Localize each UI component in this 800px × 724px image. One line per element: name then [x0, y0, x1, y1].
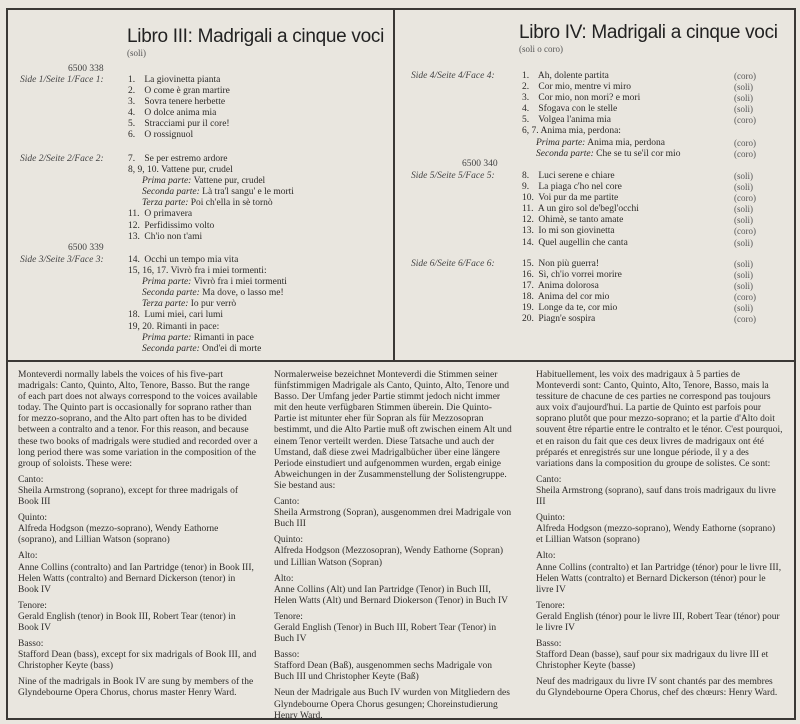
note-line: Monteverdi normally labels the voices of his five-part madrigals: Canto, Quinto, Alto, Tenore, Basso. But the range of each part does not always correspond to the voices available today. The Quinto part is occasionally for soprano rather than for mezzo-soprano, and the Alto part often has to be divided between a contralto and a tenor. For this reason, and because these two books of madrigals were studied and recorded over a long period there was some variation in the composition of the group of soloists. These were: — [18, 370, 258, 469]
track-number: 6, 7. — [522, 126, 539, 137]
side-label: Side 2/Seite 2/Face 2: — [20, 154, 104, 164]
track-number: 11. — [522, 204, 534, 215]
note-line: Basso: — [274, 650, 300, 661]
track-item — [128, 165, 294, 176]
note-paragraph — [536, 551, 784, 595]
track-item — [522, 71, 756, 82]
note-line: Nine of the madrigals in Book IV are sung by members of the Glyndebourne Opera Chorus, chorus master Henry Ward. — [18, 677, 254, 699]
part-label: Terza parte: — [142, 198, 189, 209]
note-line: Habituellement, les voix des madrigaux à 5 parties de Monteverdi sont: Canto, Quinto, Alto, Tenore, Basso, mais la tessiture de chacune de ces parties ne correspond pas toujours aux voix d'aujourd'hui. La partie de Quinto est parfois pour soprano plutôt que pour mezzo-soprano; et la partie d'Alto doit souvent être répartie entre le contralto et le ténor. C'est pourquoi, et en raison du fait que ces deux livres de madrigaux ont été préparés et enregistrés sur une longue période, il y a des variations dans la composition du groupe de solistes. Ce sont: — [536, 370, 783, 469]
note-line: Alfreda Hodgson (mezzo-soprano), Wendy Eathorne (soprano), and Lillian Watson (soprano) — [18, 524, 219, 546]
note-line: Tenore: — [18, 600, 47, 611]
note-line: Anne Collins (contralto) and Ian Partridge (tenor) in Book III, — [18, 562, 254, 573]
track-number: 4. — [128, 108, 136, 119]
note-line: Canto: — [274, 497, 300, 508]
track-title: Quel augellin che canta — [538, 237, 628, 248]
note-line: Sheila Armstrong (Sopran), ausgenommen drei Madrigale von Buch III — [274, 508, 512, 530]
note-line: Basso: — [18, 639, 44, 650]
column-divider — [393, 8, 395, 362]
track-title: O primavera — [144, 209, 193, 220]
track-number: 13. — [522, 226, 534, 237]
voicing-label: (soli) — [734, 237, 753, 248]
part-label: Seconda parte: — [536, 148, 594, 159]
voicing-label: (coro) — [734, 71, 756, 81]
track-item — [522, 115, 756, 126]
track-number: 3. — [128, 97, 136, 108]
track-item — [522, 193, 756, 204]
track-number: 5. — [128, 119, 136, 130]
part-label: Prima parte: — [142, 277, 192, 288]
track-number: 16. — [522, 270, 534, 281]
track-title: Vattene pur, crudel — [161, 165, 233, 176]
libro-iv-title: Libro IV: Madrigali a cinque voci — [519, 22, 778, 43]
note-line: Alto: — [18, 551, 38, 562]
track-title: Ah, dolente partita — [537, 71, 609, 81]
note-line: Stafford Dean (basse), sauf pour six madrigaux du livre III et Christopher Keyte (basse) — [536, 650, 769, 672]
note-line: Neuf des madrigaux du livre IV sont chantés par des membres du Glyndebourne Opera Chorus, chef des chœurs: Henry Ward. — [536, 677, 778, 699]
track-item — [128, 130, 230, 141]
track-list — [522, 259, 756, 326]
track-number: 6. — [128, 130, 136, 141]
section-divider — [6, 360, 796, 362]
notes-german — [274, 370, 514, 722]
track-item — [522, 259, 753, 270]
voicing-label: (coro) — [734, 115, 756, 126]
track-item — [128, 255, 287, 266]
voicing-label: (soli) — [734, 104, 753, 115]
track-item — [522, 126, 680, 137]
note-line: Alfreda Hodgson (mezzo-soprano), Wendy Eathorne (soprano) et Lillian Watson (soprano) — [536, 524, 776, 546]
track-number: 5. — [522, 115, 530, 126]
track-item — [522, 237, 753, 249]
note-paragraph — [536, 639, 784, 672]
track-part — [128, 277, 287, 288]
track-item — [128, 119, 230, 130]
track-title: Anima mia, perdona: — [540, 126, 621, 137]
track-part — [128, 299, 287, 310]
track-title: La piaga c'ho nel core — [538, 182, 622, 193]
note-line: Gerald English (tenor) in Book III, Robert Tear (tenor) in Book IV — [18, 611, 236, 633]
note-line: Tenore: — [536, 600, 565, 611]
track-number: 14. — [522, 237, 534, 248]
voicing-label: (soli) — [734, 204, 753, 215]
track-part — [128, 198, 294, 209]
track-item — [128, 232, 294, 243]
track-title: Anima mia, perdona — [587, 137, 666, 148]
note-paragraph — [536, 677, 784, 699]
track-title: Perfidissimo volto — [144, 220, 215, 231]
voicing-label: (coro) — [734, 193, 756, 204]
note-paragraph — [18, 677, 258, 699]
track-number: 4. — [522, 104, 530, 115]
voicing-label: (soli) — [734, 303, 753, 314]
note-line: Neun der Madrigale aus Buch IV wurden von Mitgliedern des Glyndebourne Opera Chorus gesungen; Choreinstudierung Henry Ward. — [274, 688, 510, 721]
note-paragraph — [536, 475, 784, 508]
note-paragraph — [274, 574, 514, 607]
part-label: Seconda parte: — [142, 187, 200, 198]
note-line: Normalerweise bezeichnet Monteverdi die Stimmen seiner fünfstimmigen Madrigale als Canto, Quinto, Alto, Tenore und Basso. Der Umfang jeder Partie stimmt jedoch nicht immer mit den heute verfügbaren Stimmen überein. Die Quinto-Partie ist mitunter eher für Sopran als für Mezzosopran bestimmt, und die Alto Partie muß oft zwischen einem Alt und einem Tenor verteilt werden. Diese Tatsache und auch der Umstand, daß diese zwei Madrigalbücher über eine längere Periode einstudiert und aufgenommen wurden, ergab einige Abweichungen in der Zusammenstellung der Solistengruppe. — [274, 370, 512, 480]
note-line: Sheila Armstrong (soprano), except for three madrigals of Book III — [18, 485, 239, 508]
note-paragraph — [274, 612, 514, 645]
note-line: Anne Collins (contralto) et Ian Partridge (ténor) pour le livre III, — [536, 562, 782, 573]
track-number: 9. — [522, 182, 530, 193]
track-item — [522, 82, 753, 93]
track-item — [522, 281, 753, 292]
track-title: La giovinetta pianta — [144, 75, 221, 85]
track-item — [128, 221, 294, 232]
note-paragraph — [274, 535, 514, 568]
track-number: 17. — [522, 281, 534, 292]
track-item — [128, 322, 287, 333]
note-line: Sie bestand aus: — [274, 480, 336, 491]
track-title: Stracciami pur il core! — [144, 119, 230, 130]
track-number: 19, 20. — [128, 321, 155, 332]
note-paragraph — [18, 475, 258, 508]
note-paragraph — [18, 601, 258, 634]
track-title: Anima del cor mio — [537, 292, 610, 303]
voicing-label: (soli) — [734, 93, 753, 104]
track-title: Cor mio, non mori? e mori — [538, 93, 641, 104]
note-line: Helen Watts (contralto) and Bernard Dickerson (tenor) in Book IV — [18, 573, 236, 595]
track-number: 2. — [128, 86, 136, 97]
note-line: Gerald English (ténor) pour le livre III, Robert Tear (ténor) pour le livre IV — [536, 611, 780, 633]
track-number: 12. — [128, 220, 140, 231]
track-item — [128, 97, 230, 108]
note-paragraph — [536, 601, 784, 634]
track-number: 1. — [128, 75, 136, 85]
note-line: Alto: — [536, 551, 556, 562]
note-paragraph — [18, 370, 258, 470]
track-item — [128, 209, 294, 220]
track-list — [128, 154, 294, 243]
track-list — [522, 71, 756, 160]
track-list — [128, 75, 230, 142]
note-paragraph — [274, 370, 514, 492]
voicing-label: (soli) — [734, 182, 753, 193]
track-item — [522, 93, 753, 104]
track-list — [522, 171, 756, 249]
voicing-label: (coro) — [734, 148, 756, 159]
track-title: Poi ch'ella in sè tornò — [190, 198, 273, 209]
side-label: Side 6/Seite 6/Face 6: — [411, 259, 495, 269]
voicing-label: (coro) — [734, 292, 756, 303]
note-line: Helen Watts (Alt) und Bernard Diokerson (Tenor) in Buch IV — [274, 595, 508, 606]
voicing-label: (soli) — [734, 270, 753, 281]
track-number: 2. — [522, 82, 530, 93]
track-title: Vattene pur, crudel — [193, 176, 266, 187]
track-item — [128, 86, 230, 97]
track-item — [128, 75, 230, 86]
note-line: Gerald English (Tenor) in Buch III, Robert Tear (Tenor) in Buch IV — [274, 622, 497, 645]
track-part — [128, 288, 287, 299]
note-line: Alfreda Hodgson (Mezzosopran), Wendy Eathorne (Sopran) und Lillian Watson (Sopran) — [274, 546, 504, 568]
track-number: 7. — [128, 154, 136, 164]
track-number: 13. — [128, 231, 140, 242]
track-title: Anima dolorosa — [537, 281, 599, 292]
notes-english — [18, 370, 258, 700]
track-number: 18. — [522, 292, 534, 303]
track-item — [522, 171, 753, 182]
track-title: Luci serene e chiare — [538, 171, 615, 181]
track-title: Occhi un tempo mia vita — [144, 255, 239, 265]
catalog-number: 6500 340 — [462, 159, 498, 169]
side-label: Side 1/Seite 1/Face 1: — [20, 75, 104, 85]
track-title: Ond'ei di morte — [202, 343, 262, 354]
voicing-label: (soli) — [734, 215, 753, 226]
track-title: Piagn'e sospira — [538, 314, 596, 325]
track-item — [128, 154, 294, 165]
track-item — [522, 292, 756, 303]
part-label: Prima parte: — [536, 137, 586, 148]
side-label: Side 3/Seite 3/Face 3: — [20, 255, 104, 265]
track-number: 15. — [522, 259, 534, 269]
side-label: Side 5/Seite 5/Face 5: — [411, 171, 495, 181]
track-title: Non più guerra! — [538, 259, 600, 269]
notes-french — [536, 370, 784, 700]
track-title: Rimanti in pace: — [156, 321, 220, 332]
track-part — [522, 148, 756, 160]
note-line: Alto: — [274, 573, 294, 584]
note-paragraph — [18, 639, 258, 672]
track-part — [128, 176, 294, 187]
track-number: 18. — [128, 310, 140, 321]
track-title: O come è gran martire — [144, 86, 230, 97]
track-item — [522, 215, 753, 226]
track-part — [128, 344, 287, 355]
track-title: Là tra'l sangu' e le morti — [202, 187, 294, 198]
track-number: 14. — [128, 255, 140, 265]
note-line: Quinto: — [18, 513, 48, 524]
note-line: Basso: — [536, 639, 562, 650]
part-label: Seconda parte: — [142, 343, 200, 354]
note-paragraph — [274, 650, 514, 683]
note-paragraph — [536, 370, 784, 470]
track-part — [128, 187, 294, 198]
side-label: Side 4/Seite 4/Face 4: — [411, 71, 495, 81]
note-line: Quinto: — [274, 535, 304, 546]
track-title: Vivrò fra i miei tormenti — [193, 277, 287, 288]
track-item — [522, 270, 753, 281]
part-label: Seconda parte: — [142, 288, 200, 299]
voicing-label: (soli) — [734, 171, 753, 181]
track-number: 15, 16, 17. — [128, 266, 169, 277]
note-line: Stafford Dean (Baß), ausgenommen sechs Madrigale von Buch III und Christopher Keyte (Baß) — [274, 661, 492, 683]
track-title: Ch'io non t'ami — [144, 231, 203, 242]
part-label: Terza parte: — [142, 299, 189, 310]
track-title: A un giro sol de'begl'occhi — [537, 204, 639, 215]
track-title: Sì, ch'io vorrei morire — [538, 270, 622, 281]
catalog-number: 6500 339 — [68, 243, 104, 253]
track-item — [128, 266, 287, 277]
track-item — [522, 303, 753, 314]
note-line: Sheila Armstrong (soprano), sauf dans trois madrigaux du livre III — [536, 485, 776, 508]
track-title: Vivrò fra i miei tormenti: — [170, 266, 267, 277]
note-line: Helen Watts (contralto) et Bernard Dickerson (ténor) pour le livre IV — [536, 573, 766, 595]
track-title: Lumi miei, cari lumi — [144, 310, 223, 321]
track-number: 8, 9, 10. — [128, 165, 159, 176]
track-item — [522, 314, 756, 325]
track-title: Io mi son giovinetta — [538, 226, 615, 237]
voicing-label: (soli) — [734, 82, 753, 93]
track-title: Sovra tenere herbette — [144, 97, 226, 108]
track-item — [522, 104, 753, 115]
note-line: Anne Collins (Alt) und Ian Partridge (Tenor) in Buch III, — [274, 584, 491, 595]
track-number: 11. — [128, 209, 140, 220]
track-title: O rossignuol — [144, 130, 194, 141]
track-title: Voi pur da me partite — [538, 193, 619, 204]
note-paragraph — [18, 551, 258, 595]
track-number: 10. — [522, 193, 534, 204]
note-paragraph — [274, 688, 514, 721]
note-paragraph — [274, 497, 514, 530]
note-line: Canto: — [536, 474, 562, 485]
track-title: Rimanti in pace — [193, 332, 254, 343]
track-title: Che se tu se'il cor mio — [596, 148, 681, 159]
track-title: Ohimè, se tanto amate — [538, 215, 624, 226]
track-title: Io pur verrò — [190, 299, 237, 310]
track-item — [128, 108, 230, 119]
track-part — [128, 333, 287, 344]
note-line: Tenore: — [274, 611, 303, 622]
track-number: 8. — [522, 171, 530, 181]
voicing-label: (coro) — [734, 226, 756, 237]
track-item — [522, 204, 753, 215]
track-title: O dolce anima mia — [144, 108, 217, 119]
track-title: Sfogava con le stelle — [538, 104, 618, 115]
voicing-label: (coro) — [734, 314, 756, 325]
note-line: Quinto: — [536, 513, 566, 524]
track-title: Se per estremo ardore — [144, 154, 228, 164]
track-number: 19. — [522, 303, 534, 314]
track-number: 20. — [522, 314, 534, 325]
track-number: 1. — [522, 71, 530, 81]
libro-iv-subtitle: (soli o coro) — [519, 44, 563, 54]
track-title: Volgea l'anima mia — [538, 115, 611, 126]
voicing-label: (soli) — [734, 259, 753, 269]
note-paragraph — [536, 513, 784, 546]
track-title: Cor mio, mentre vi miro — [538, 82, 631, 93]
voicing-label: (soli) — [734, 281, 753, 292]
track-part — [522, 137, 756, 149]
libro-iii-title: Libro III: Madrigali a cinque voci — [127, 26, 384, 47]
track-title: Longe da te, cor mio — [538, 303, 618, 314]
track-list — [128, 255, 287, 355]
part-label: Prima parte: — [142, 332, 192, 343]
catalog-number: 6500 338 — [68, 64, 104, 74]
libro-iii-subtitle: (soli) — [127, 48, 146, 58]
track-number: 3. — [522, 93, 530, 104]
track-number: 12. — [522, 215, 534, 226]
part-label: Prima parte: — [142, 176, 192, 187]
voicing-label: (coro) — [734, 137, 756, 148]
track-item — [522, 226, 756, 237]
track-item — [128, 310, 287, 321]
note-paragraph — [18, 513, 258, 546]
note-line: Stafford Dean (bass), except for six madrigals of Book III, and Christopher Keyte (bass) — [18, 650, 257, 672]
note-line: Canto: — [18, 474, 44, 485]
track-item — [522, 182, 753, 193]
track-title: Ma dove, o lasso me! — [202, 288, 284, 299]
